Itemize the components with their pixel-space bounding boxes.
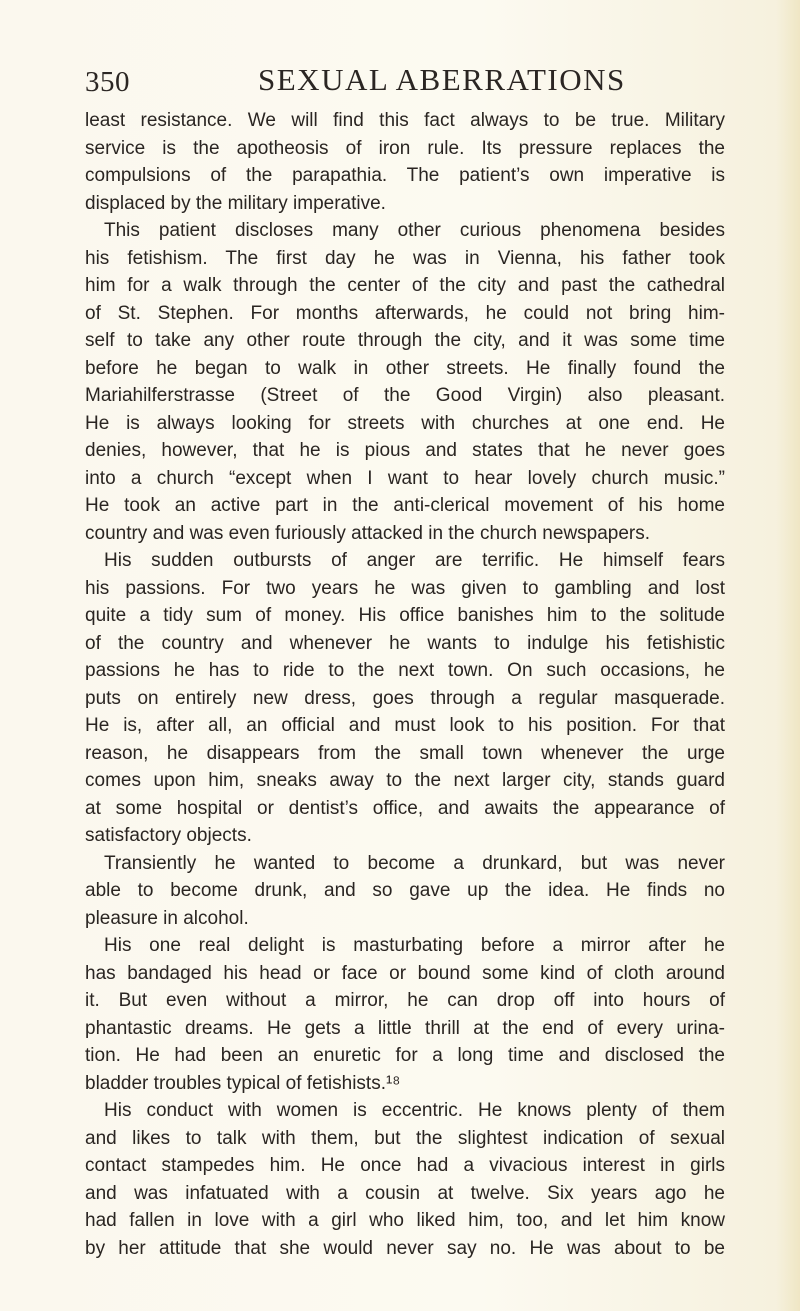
- text-line: and was infatuated with a cousin at twelve. Six years ago he: [85, 1182, 725, 1204]
- text-line: least resistance. We will find this fact always to be true. Military: [85, 110, 725, 131]
- text-line: This patient discloses many other curious phenomena besides: [104, 220, 725, 241]
- text-line: His one real delight is masturbating before a mirror after he: [104, 935, 725, 956]
- text-line: at some hospital or dentist’s office, and awaits the appearance of: [85, 797, 725, 819]
- text-line: his fetishism. The first day he was in Vienna, his father took: [85, 247, 725, 269]
- text-line: reason, he disappears from the small town whenever the urge: [85, 742, 725, 764]
- text-line: his passions. For two years he was given to gambling and lost: [85, 577, 725, 599]
- text-line: He is always looking for streets with churches at one end. He: [85, 412, 725, 434]
- running-title: SEXUAL ABERRATIONS: [258, 62, 626, 97]
- text-line: service is the apotheosis of iron rule. Its pressure replaces the: [85, 137, 725, 159]
- text-line: bladder troubles typical of fetishists.¹⁸: [85, 1072, 401, 1094]
- text-line: compulsions of the parapathia. The patient’s own imperative is: [85, 165, 725, 186]
- text-line: and likes to talk with them, but the slightest indication of sexual: [85, 1127, 725, 1149]
- text-line: by her attitude that she would never say no. He was about to be: [85, 1237, 725, 1259]
- text-line: His sudden outbursts of anger are terrific. He himself fears: [104, 550, 725, 571]
- text-line: of St. Stephen. For months afterwards, he could not bring him-: [85, 302, 725, 324]
- text-line: puts on entirely new dress, goes through a regular masquerade.: [85, 687, 725, 709]
- text-line: satisfactory objects.: [85, 825, 252, 846]
- text-line: comes upon him, sneaks away to the next larger city, stands guard: [85, 770, 725, 791]
- text-line: Mariahilferstrasse (Street of the Good Virgin) also pleasant.: [85, 385, 725, 406]
- text-line: him for a walk through the center of the city and past the cathedral: [85, 275, 725, 296]
- text-line: He is, after all, an official and must look to his position. For that: [85, 715, 725, 736]
- text-line: quite a tidy sum of money. His office banishes him to the solitude: [85, 605, 725, 626]
- text-line: displaced by the military imperative.: [85, 192, 386, 214]
- page-header: [85, 62, 725, 106]
- text-line: able to become drunk, and so gave up the idea. He finds no: [85, 880, 725, 901]
- text-line: self to take any other route through the city, and it was some time: [85, 330, 725, 351]
- text-line: Transiently he wanted to become a drunkard, but was never: [104, 852, 725, 874]
- text-line: passions he has to ride to the next town. On such occasions, he: [85, 660, 725, 681]
- text-line: has bandaged his head or face or bound some kind of cloth around: [85, 962, 725, 984]
- text-line: into a church “except when I want to hear lovely church music.”: [85, 467, 725, 489]
- text-line: it. But even without a mirror, he can drop off into hours of: [85, 990, 725, 1011]
- text-line: denies, however, that he is pious and states that he never goes: [85, 440, 725, 461]
- text-line: He took an active part in the anti-clerical movement of his home: [85, 495, 725, 516]
- text-line: of the country and whenever he wants to indulge his fetishistic: [85, 632, 725, 654]
- body-text: [85, 107, 725, 1262]
- text-line: had fallen in love with a girl who liked him, too, and let him know: [85, 1210, 725, 1231]
- text-line: pleasure in alcohol.: [85, 907, 249, 929]
- text-line: contact stampedes him. He once had a vivacious interest in girls: [85, 1155, 725, 1176]
- text-line: country and was even furiously attacked in the church newspapers.: [85, 522, 651, 544]
- text-line: tion. He had been an enuretic for a long time and disclosed the: [85, 1045, 725, 1066]
- text-line: before he began to walk in other streets. He finally found the: [85, 357, 725, 379]
- page-number: 350: [85, 66, 130, 98]
- text-line: phantastic dreams. He gets a little thrill at the end of every urina-: [85, 1017, 725, 1039]
- text-line: His conduct with women is eccentric. He knows plenty of them: [104, 1100, 725, 1121]
